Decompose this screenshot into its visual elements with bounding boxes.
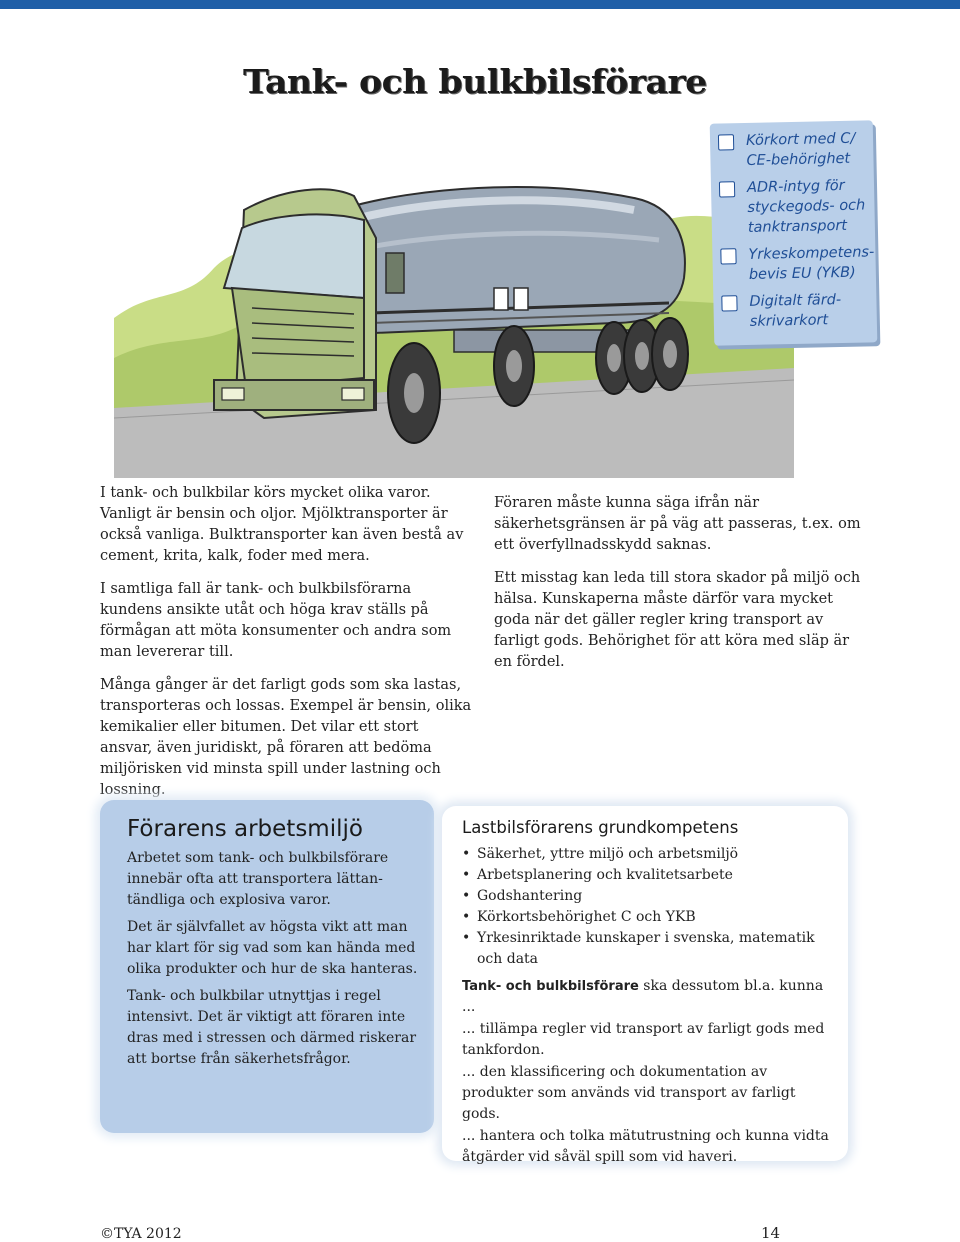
list-item: • Godshantering	[462, 886, 832, 907]
paragraph: Ett misstag kan leda till stora skador på miljö och hälsa. Kunskaperna måste därför vara mycket goda när det gäller regler kring transport av farligt gods. Behörighet för att köra med släp är en fördel.	[494, 570, 861, 670]
page-title: Tank- och bulkbilsförare	[243, 62, 707, 101]
list-item: ... den klassificering och dokumentation av produkter som används vid transport av farligt gods.	[462, 1064, 796, 1122]
paragraph: I tank- och bulkbilar körs mycket olika varor. Vanligt är bensin och oljor. Mjölktransporter är också vanliga. Bulktransporter kan även bestå av cement, krita, kalk, foder med mera.	[100, 485, 464, 564]
list-item: ... tillämpa regler vid transport av farligt gods med tankfordon.	[462, 1021, 825, 1058]
list-item: • Arbetsplanering och kvalitetsarbete	[462, 865, 832, 886]
paragraph: Det är självfallet av högsta vikt att man har klart för sig vad som kan hända med olika produkter och hur de ska hanteras.	[127, 919, 418, 977]
footer-copyright: ©TYA 2012	[100, 1226, 182, 1242]
paragraph: Arbetet som tank- och bulkbilsförare innebär ofta att transportera lättan-tändliga och explosiva varor.	[127, 850, 389, 908]
paragraph: Föraren måste kunna säga ifrån när säkerhetsgränsen är på väg att passeras, t.ex. om ett överfyllnadsskydd saknas.	[494, 495, 861, 553]
top-accent-bar	[0, 0, 960, 9]
checklist-item: Digitalt färd-skrivarkort	[721, 289, 877, 332]
paragraph: Många gånger är det farligt gods som ska lastas, transporteras och lossas. Exempel är bensin, olika kemikalier eller bitumen. Det vilar ett stort ansvar, även juridiskt, på föraren att bedöma miljörisken vid minsta spill under lastning och lossning.	[100, 677, 472, 798]
list-item: • Säkerhet, yttre miljö och arbetsmiljö	[462, 844, 832, 865]
checkbox-icon	[721, 295, 737, 311]
checklist-item: Körkort med C/ CE-behörighet	[718, 128, 874, 171]
competence-list	[462, 844, 832, 970]
box-heading: Lastbilsförarens grundkompetens	[462, 818, 739, 837]
checklist-item: Yrkeskompetens-bevis EU (YKB)	[720, 242, 876, 285]
tanker-truck-illustration	[114, 118, 794, 478]
paragraph: Tank- och bulkbilar utnyttjas i regel intensivt. Det är viktigt att föraren inte dras med i stressen och därmed riskerar att bortse från säkerhetsfrågor.	[127, 988, 417, 1067]
checkbox-icon	[719, 181, 735, 197]
checkbox-icon	[720, 248, 736, 264]
list-item: • Körkortsbehörighet C och YKB	[462, 907, 832, 928]
page-number: 14	[761, 1224, 781, 1242]
basic-competence-box	[442, 806, 848, 1165]
checklist-item: ADR-intyg för styckegods- och tanktransport	[719, 175, 875, 238]
paragraph: I samtliga fall är tank- och bulkbilsförarna kundens ansikte utåt och höga krav ställs på förmågan att möta konsumenter och andra som man levererar till.	[100, 581, 452, 660]
right-text-column	[494, 493, 866, 685]
left-text-column	[100, 483, 472, 813]
additional-skills	[462, 976, 832, 1169]
work-environment-box	[100, 800, 434, 1133]
checkbox-icon	[718, 134, 734, 150]
list-item: • Yrkesinriktade kunskaper i svenska, matematik och data	[462, 928, 832, 970]
additional-skills-lead: Tank- och bulkbilsförare ska dessutom bl.a. kunna ...	[462, 978, 824, 1015]
list-item: ... hantera och tolka mätutrustning och kunna vidta åtgärder vid såväl spill som vid haveri.	[462, 1128, 829, 1165]
box-heading: Förarens arbetsmiljö	[127, 816, 363, 842]
requirements-checklist	[710, 120, 878, 345]
